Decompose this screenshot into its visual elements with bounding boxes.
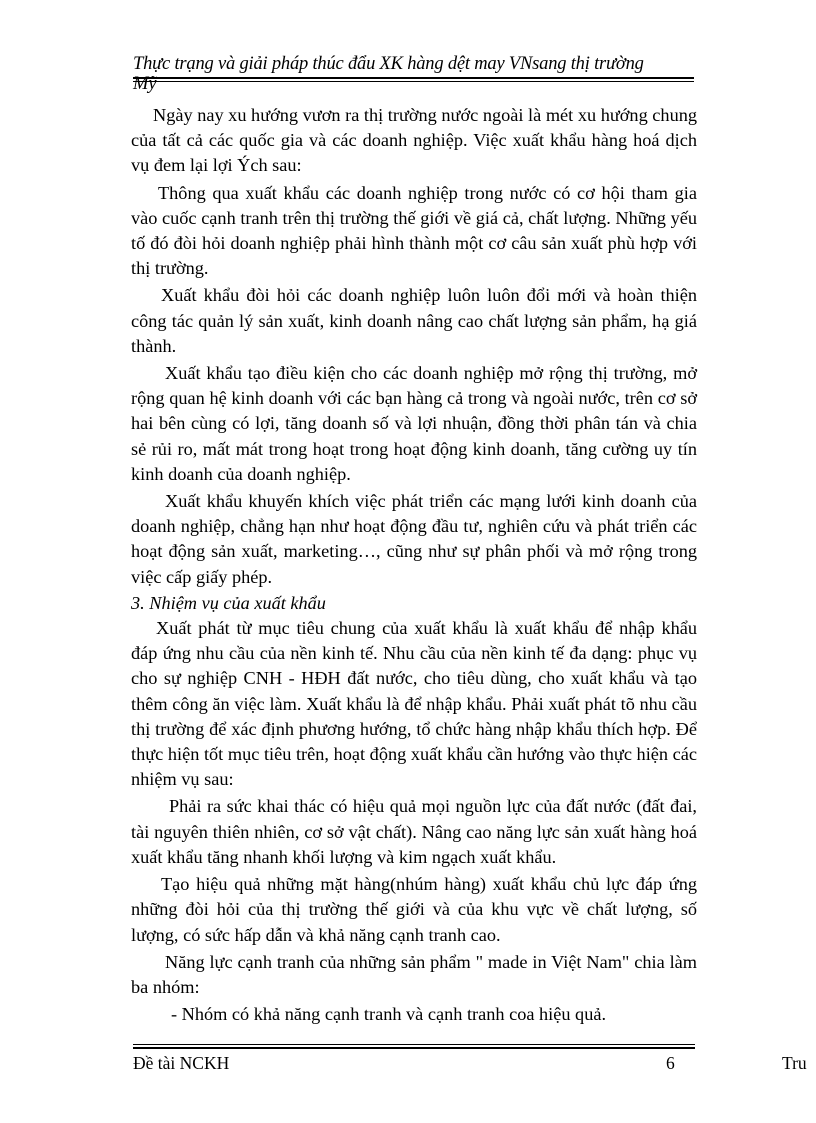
footer-divider xyxy=(133,1044,695,1049)
header-divider xyxy=(133,77,694,82)
paragraph: Xuất phát từ mục tiêu chung của xuất khẩu là xuất khẩu để nhập khẩu đáp ứng nhu cầu của nền kinh tế. Nhu cầu của nền kinh tế đa dạng: phục vụ cho sự nghiệp CNH - HĐH đất nước, cho tiêu dùng, cho xuất khẩu và tạo thêm công ăn việc làm. Xuất khẩu là để nhập khẩu. Phải xuất phát tõ nhu cầu thị trường để xác định phương hướng, tổ chức hàng nhập khẩu thích hợp. Để thực hiện tốt mục tiêu trên, hoạt động xuất khẩu cần hướng vào thực hiện các nhiệm vụ sau: xyxy=(131,618,697,790)
list-item: - Nhóm có khả năng cạnh tranh và cạnh tranh coa hiệu quả. xyxy=(171,1004,607,1025)
paragraph: Xuất khẩu tạo điều kiện cho các doanh nghiệp mở rộng thị trường, mở rộng quan hệ kinh doanh với các bạn hàng cả trong và ngoài nước, trên cơ sở hai bên cùng có lợi, tăng doanh số và lợi nhuận, đồng thời phân tán và chia sẻ rủi ro, mất mát trong hoạt trong hoạt động kinh doanh, tăng cường uy tín kinh doanh của doanh nghiệp. xyxy=(131,363,697,484)
footer-right-text: Tru xyxy=(782,1053,807,1073)
page-number: 6 xyxy=(666,1053,675,1073)
document-body xyxy=(131,103,697,1027)
footer-label: Đề tài NCKH xyxy=(133,1053,230,1073)
paragraph: Tạo hiệu quả những mặt hàng(nhúm hàng) xuất khẩu chủ lực đáp ứng những đòi hỏi của thị trường thế giới và của khu vực về chất lượng, số lượng, có sức hấp dẫn và khả năng cạnh tranh cao. xyxy=(131,874,697,945)
paragraph: Phải ra sức khai thác có hiệu quả mọi nguồn lực của đất nước (đất đai, tài nguyên thiên nhiên, cơ sở vật chất). Nâng cao năng lực sản xuất hàng hoá xuất khẩu tăng nhanh khối lượng và kim ngạch xuất khẩu. xyxy=(131,796,697,867)
header-title-line2: Mỹ xyxy=(133,74,157,94)
paragraph: Xuất khẩu khuyến khích việc phát triển các mạng lưới kinh doanh của doanh nghiệp, chẳng hạn như hoạt động đầu tư, nghiên cứu và phát triển các hoạt động sản xuất, marketing…, cũng như sự phân phối và mở rộng trong việc cấp giấy phép. xyxy=(131,491,697,587)
paragraph: Năng lực cạnh tranh của những sản phẩm " made in Việt Nam" chia làm ba nhóm: xyxy=(131,951,697,997)
page-header xyxy=(133,52,693,96)
paragraph: Ngày nay xu hướng vươn ra thị trường nước ngoài là mét xu hướng chung của tất cả các quốc gia và các doanh nghiệp. Việc xuất khẩu hàng hoá dịch vụ đem lại lợi Ých sau: xyxy=(131,105,697,176)
paragraph: Thông qua xuất khẩu các doanh nghiệp trong nước có cơ hội tham gia vào cuốc cạnh tranh trên thị trường thế giới về giá cả, chất lượng. Những yếu tố đó đòi hỏi doanh nghiệp phải hình thành một cơ câu sản xuất phù hợp với thị trường. xyxy=(131,182,697,279)
header-title-line1: Thực trạng và giải pháp thúc đẩu XK hàng dệt may VNsang thị trường xyxy=(133,54,644,74)
paragraph: Xuất khẩu đòi hỏi các doanh nghiệp luôn luôn đổi mới và hoàn thiện công tác quản lý sản xuất, kinh doanh nâng cao chất lượng sản phẩm, hạ giá thành. xyxy=(131,285,697,356)
section-heading: 3. Nhiệm vụ của xuất khẩu xyxy=(131,592,326,613)
